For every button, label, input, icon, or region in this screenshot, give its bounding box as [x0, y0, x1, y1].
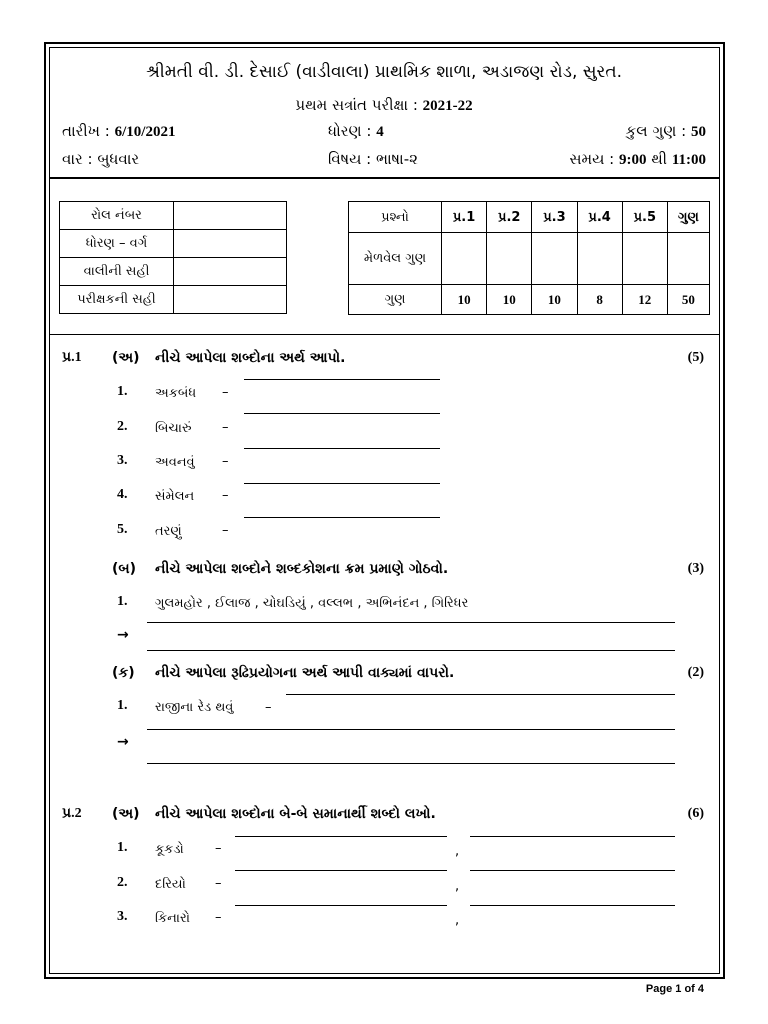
q1c-marks: (2): [687, 665, 704, 680]
time-label: સમય :: [569, 150, 615, 168]
answer-line[interactable]: [235, 870, 447, 871]
q2a-instruction: નીચે આપેલા શબ્દોના બે-બે સમાનાર્થી શબ્દો લખો.: [155, 806, 436, 822]
answer-line[interactable]: [244, 379, 440, 380]
answer-line[interactable]: [244, 517, 440, 518]
q1a-marks: (5): [687, 350, 704, 365]
answer-line[interactable]: [235, 905, 447, 906]
q2a-item-comma: ,: [455, 879, 460, 894]
date-value: 6/10/2021: [114, 124, 176, 140]
header-separator: [49, 177, 720, 179]
q1b-label: (બ): [112, 561, 137, 577]
page-border-inner: [49, 47, 720, 974]
questions-header: પ્રશ્નો: [349, 202, 442, 233]
q2-header: પ્ર.2: [487, 202, 532, 233]
q1a-item-word: સંમેલન: [155, 489, 195, 504]
date-label: તારીખ :: [62, 122, 110, 140]
q1-header: પ્ર.1: [442, 202, 487, 233]
marks-q5: 12: [622, 285, 667, 315]
q1c-dash: –: [265, 700, 272, 715]
q1a-item-word: બિચારું: [155, 421, 192, 436]
q1a-item-dash: –: [222, 420, 229, 435]
marks-q4: 8: [577, 285, 622, 315]
time-to-word: થી: [651, 150, 668, 168]
q1b-word-list: ગુલમહોર , ઈલાજ , ચોઘડિયું , વલ્લભ , અભિનંદન , ગિરિધર: [155, 596, 469, 611]
q1a-item-number: 2.: [117, 419, 128, 434]
subject-field: વિષય : ભાષા-૨: [328, 150, 418, 168]
answer-line[interactable]: [244, 483, 440, 484]
q2a-item-word: દરિયો: [155, 877, 186, 892]
q1a-item-number: 1.: [117, 384, 128, 399]
date-field: [62, 122, 175, 141]
arrow-icon: →: [117, 627, 129, 643]
q2-number: પ્ર.2: [62, 806, 82, 821]
parent-sign-cell[interactable]: [174, 258, 287, 286]
parent-sign-label: વાલીની સહી: [60, 258, 174, 286]
answer-line[interactable]: [147, 622, 675, 623]
q2a-item-comma: ,: [455, 913, 460, 928]
q1b-instruction: નીચે આપેલા શબ્દોને શબ્દકોશના ક્રમ પ્રમાણે ગોઠવો.: [155, 561, 449, 577]
standard-field: [328, 122, 384, 141]
answer-line[interactable]: [147, 650, 675, 651]
q1a-item-number: 3.: [117, 453, 128, 468]
q1a-item-number: 4.: [117, 487, 128, 502]
q1a-item-dash: –: [222, 488, 229, 503]
exam-label: પ્રથમ સત્રાંત પરીક્ષા :: [295, 96, 418, 114]
marks-q3: 10: [532, 285, 577, 315]
q2a-marks: (6): [687, 806, 704, 821]
q1-number: પ્ર.1: [62, 350, 82, 365]
q1a-item-word: તરણું: [155, 524, 182, 539]
q1c-idiom: રાજીના રેડ થવું: [155, 700, 234, 715]
roll-number-label: રોલ નંબર: [60, 202, 174, 230]
exam-year: 2021-22: [422, 98, 473, 114]
q1a-label: (અ): [112, 350, 140, 366]
total-header: ગુણ: [667, 202, 709, 233]
total-marks-label: કુલ ગુણ :: [625, 122, 687, 140]
page-number: Page 1 of 4: [645, 983, 704, 995]
q1b-marks: (3): [687, 561, 704, 576]
marks-table: [348, 201, 710, 315]
answer-line[interactable]: [235, 836, 447, 837]
q2a-label: (અ): [112, 806, 140, 822]
q2a-item-dash: –: [215, 841, 222, 856]
time-to: 11:00: [671, 152, 706, 168]
time-field: [569, 150, 706, 169]
answer-line[interactable]: [244, 448, 440, 449]
q1a-item-number: 5.: [117, 522, 128, 537]
q2a-item-dash: –: [215, 910, 222, 925]
total-marks-field: [626, 122, 706, 141]
q1a-item-word: અકબંધ: [155, 386, 197, 401]
examiner-sign-label: પરીક્ષકની સહી: [60, 286, 174, 314]
obtained-total-cell[interactable]: [667, 233, 709, 285]
answer-line[interactable]: [147, 729, 675, 730]
q1a-instruction: નીચે આપેલા શબ્દોના અર્થ આપો.: [155, 350, 346, 366]
q3-header: પ્ર.3: [532, 202, 577, 233]
answer-line[interactable]: [244, 413, 440, 414]
q2a-item-number: 1.: [117, 840, 128, 855]
table-separator: [49, 334, 720, 335]
obtained-q2-cell[interactable]: [487, 233, 532, 285]
roll-number-cell[interactable]: [174, 202, 287, 230]
q1b-item-number: 1.: [117, 594, 128, 609]
q4-header: પ્ર.4: [577, 202, 622, 233]
obtained-q4-cell[interactable]: [577, 233, 622, 285]
day-field: વાર : બુધવાર: [62, 150, 140, 168]
q5-header: પ્ર.5: [622, 202, 667, 233]
time-from: 9:00: [618, 152, 647, 168]
q1a-item-dash: –: [222, 454, 229, 469]
class-cell[interactable]: [174, 230, 287, 258]
answer-line[interactable]: [470, 836, 675, 837]
answer-line[interactable]: [286, 694, 675, 695]
arrow-icon: →: [117, 734, 129, 750]
answer-line[interactable]: [470, 870, 675, 871]
q2a-item-comma: ,: [455, 844, 460, 859]
q2a-item-dash: –: [215, 876, 222, 891]
class-label: ધોરણ – વર્ગ: [60, 230, 174, 258]
answer-line[interactable]: [147, 763, 675, 764]
q1a-item-dash: –: [222, 523, 229, 538]
exam-title: [0, 96, 768, 115]
q2a-item-word: કિનારો: [155, 911, 190, 926]
q1c-instruction: નીચે આપેલા રૂઢિપ્રયોગના અર્થ આપી વાક્યમાં વાપરો.: [155, 665, 455, 681]
q1a-item-dash: –: [222, 385, 229, 400]
student-info-table: [59, 201, 287, 314]
examiner-sign-cell[interactable]: [174, 286, 287, 314]
answer-line[interactable]: [470, 905, 675, 906]
obtained-marks-label: મેળવેલ ગુણ: [349, 233, 442, 285]
school-name: શ્રીમતી વી. ડી. દેસાઈ (વાડીવાલા) પ્રાથમિક શાળા, અડાજણ રોડ, સુરત.: [145, 62, 623, 82]
q2a-item-number: 2.: [117, 875, 128, 890]
q2a-item-number: 3.: [117, 909, 128, 924]
standard-value: 4: [376, 124, 384, 140]
q2a-item-word: કૂકડો: [155, 842, 184, 857]
total-marks-value: 50: [691, 124, 706, 140]
marks-row-label: ગુણ: [349, 285, 442, 315]
q1a-item-word: અવનવું: [155, 455, 195, 470]
obtained-q5-cell[interactable]: [622, 233, 667, 285]
obtained-q3-cell[interactable]: [532, 233, 577, 285]
q1c-item-number: 1.: [117, 698, 128, 713]
marks-q1: 10: [442, 285, 487, 315]
marks-total: 50: [667, 285, 709, 315]
standard-label: ધોરણ :: [328, 122, 372, 140]
marks-q2: 10: [487, 285, 532, 315]
q1c-label: (ક): [112, 665, 135, 681]
obtained-q1-cell[interactable]: [442, 233, 487, 285]
